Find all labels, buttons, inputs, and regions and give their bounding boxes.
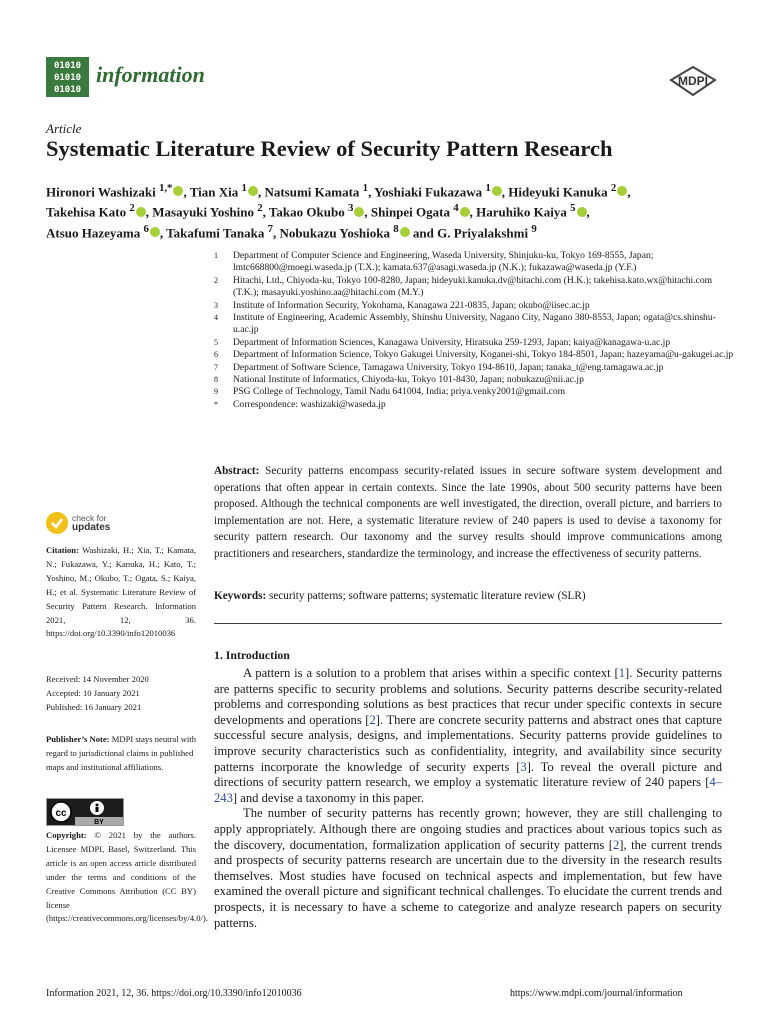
orcid-icon[interactable] [460, 207, 470, 217]
citation-block [46, 544, 196, 641]
check-line-1: check for [72, 513, 107, 523]
affiliation-number: 6 [214, 350, 218, 360]
orcid-icon[interactable] [354, 207, 364, 217]
author-list [46, 180, 736, 241]
accepted-date: Accepted: 10 January 2021 [46, 687, 140, 698]
section-divider [214, 623, 722, 624]
citation-link[interactable]: 1 [618, 666, 625, 680]
orcid-icon[interactable] [400, 227, 410, 237]
affiliation-text: Correspondence: washizaki@waseda.jp [233, 398, 386, 410]
affiliation-item [214, 362, 734, 374]
publisher-note-text: MDPI stays neutral with regard to jurisdictional claims in published maps and institutional affiliations. [46, 734, 196, 772]
orcid-icon[interactable] [136, 207, 146, 217]
affiliation-item [214, 300, 734, 312]
affiliation-item [214, 349, 734, 361]
keywords-label: Keywords: [214, 590, 267, 602]
affiliations [214, 250, 734, 411]
citation-link[interactable]: 3 [520, 759, 527, 774]
orcid-icon[interactable] [173, 186, 183, 196]
footer-citation: Information 2021, 12, 36. https://doi.org/10.3390/info12010036 [46, 988, 302, 999]
affiliation-text: Department of Computer Science and Engineering, Waseda University, Shinjuku-ku, Tokyo 169-8555, Japan; lmtc668800@moegi.waseda.jp (T.X.); kamata.637@asagi.waseda.jp (N.K.); fukazawa@waseda.jp (Y.F.) [233, 250, 654, 274]
orcid-icon[interactable] [492, 186, 502, 196]
affiliation-item [214, 386, 734, 398]
citation-link[interactable]: 4–243 [214, 775, 722, 805]
copyright-text: © 2021 by the authors. Licensee MDPI, Basel, Switzerland. This article is an open access article distributed under the terms and conditions of the Creative Commons Attribution (CC BY) license (https://creativecommons.org/licenses/by/4.0/). [46, 830, 208, 924]
orcid-icon[interactable] [617, 186, 627, 196]
dates-block [46, 673, 196, 715]
affiliation-text: PSG College of Technology, Tamil Nadu 641004, India; priya.venky2001@gmail.com [233, 386, 566, 398]
affiliation-item [214, 250, 734, 275]
affiliation-item [214, 337, 734, 349]
received-date: Received: 14 November 2020 [46, 674, 149, 684]
article-type: Article [46, 121, 82, 136]
keywords-text: security patterns; software patterns; systematic literature review (SLR) [269, 590, 586, 602]
journal-name: information [96, 62, 205, 87]
introduction-body [214, 666, 722, 931]
cc-text: cc [55, 808, 67, 819]
by-text: BY [94, 819, 104, 826]
affiliation-item [214, 275, 734, 300]
check-for-updates-badge[interactable] [46, 512, 186, 538]
affiliation-number: 1 [214, 251, 218, 260]
affiliation-number: 7 [214, 362, 218, 372]
affiliation-text: Institute of Information Security, Yokohama, Kanagawa 221-0835, Japan; okubo@iisec.ac.jp [233, 299, 590, 311]
publisher-note-label: Publisher’s Note: [46, 734, 110, 744]
orcid-icon[interactable] [577, 207, 587, 217]
copyright-label: Copyright: [46, 830, 87, 840]
affiliation-text: Department of Information Sciences, Kanagawa University, Hiratsuka 259-1293, Japan; kaiya@kanagawa-u.ac.jp [233, 336, 671, 348]
affiliation-number: 9 [214, 387, 218, 397]
affiliation-number: 5 [214, 337, 218, 347]
affiliation-number: 3 [214, 300, 218, 310]
logo-bits-3: 01010 [53, 85, 82, 95]
copyright-block [46, 829, 208, 926]
footer-journal-url[interactable]: https://www.mdpi.com/journal/information [510, 988, 683, 999]
citation-text: Washizaki, H.; Xia, T.; Kamata, N.; Fukazawa, Y.; Kanuka, H.; Kato, T.; Yoshino, M.; Okubo, T.; Ogata, S.; Kaiya, H.; et al. Systematic Literature Review of Security Pattern Research. Information 2021, 12, 36. https://doi.org/10.3390/info12010036 [46, 545, 196, 639]
publisher-note [46, 733, 196, 775]
citation-link[interactable]: 2 [612, 837, 620, 852]
affiliation-item [214, 374, 734, 386]
paragraph: A pattern is a solution to a problem that arises within a specific context [1]. Security patterns are patterns specific to security problems and solutions. Security patterns describe security-related problems and corresponding solutions as best practices that recur under specific contexts in secure developments and operations [2]. There are concrete security patterns and abstract ones that capture successful secure analysis, designs, and implementations. Security patterns provide guidelines to improve security characteristics such as confidentiality, integrity, and availability since security patterns incorporate the knowledge of security experts [3]. To reveal the overall picture and directions of security pattern research, we employ a systematic literature review of 240 papers [4–243] and devise a taxonomy in this paper. [214, 666, 723, 805]
logo-bits-2: 01010 [53, 73, 82, 83]
abstract-label: Abstract: [214, 465, 260, 477]
publisher-name: MDPI [678, 74, 708, 88]
orcid-icon[interactable] [150, 227, 160, 237]
affiliation-item [214, 399, 734, 411]
affiliation-item [214, 312, 734, 337]
affiliation-text: Department of Software Science, Tamagawa University, Tokyo 194-8610, Japan; tanaka_t@eng.tamagawa.ac.jp [233, 361, 664, 373]
author-line: Takehisa Kato $^2$ , Masayuki Yoshino $^2$, Takao Okubo $^3$ , Shinpei Ogata $^4$ , Haruhiko Kaiya $^5$ , [46, 202, 590, 220]
keywords [214, 588, 722, 604]
affiliation-text: Institute of Engineering, Academic Assembly, Shinshu University, Nagano City, Nagano 380-8553, Japan; ogata@cs.shinshu-u.ac.jp [233, 312, 716, 336]
orcid-icon[interactable] [248, 186, 258, 196]
affiliation-text: Hitachi, Ltd., Chiyoda-ku, Tokyo 100-8280, Japan; hideyuki.kanuka.dv@hitachi.com (H.K.); takehisa.kato.wx@hitachi.com (T.K.); masayuki.yoshino.aa@hitachi.com (M.Y.) [233, 274, 713, 299]
abstract-text: Security patterns encompass security-related issues in secure software system development and operations that often appear in certain contexts. Since the late 1990s, about 500 security patterns have been proposed. Although the technical components are well investigated, the direction, overall picture, and barriers to implementation are not. Here, a systematic literature review of 240 papers is used to devise a taxonomy for security pattern research. Our taxonomy and the survey results should improve communications among practitioners and researchers, standardize the terminology, and increase the effectiveness of security patterns. [214, 465, 722, 560]
paper-title: Systematic Literature Review of Security Pattern Research [46, 136, 613, 161]
citation-label: Citation: [46, 545, 79, 555]
check-updates-icon [46, 512, 68, 534]
logo-bits-1: 01010 [53, 61, 82, 71]
mdpi-logo [669, 66, 717, 96]
author-line: Hironori Washizaki $^{1,*}$ , Tian Xia $^1$ , Natsumi Kamata $^1$, Yoshiaki Fukazawa $^1$ , Hideyuki Kanuka $^2$ , [46, 182, 631, 200]
affiliation-number: 4 [214, 313, 218, 323]
journal-logo [46, 57, 89, 97]
abstract [214, 463, 722, 563]
author-line: Atsuo Hazeyama $^6$ , Takafumi Tanaka $^7$, Nobukazu Yoshioka $^8$ and G. Priyalakshmi $^9$ [46, 222, 537, 240]
affiliation-number: 8 [214, 375, 218, 385]
published-date: Published: 16 January 2021 [46, 701, 142, 712]
affiliation-number: * [214, 399, 218, 409]
paragraph: The number of security patterns has recently grown; however, they are still challenging to apply appropriately. Although there are ongoing studies and practices about various topics such as the discovery, documentation, formalization application of security patterns [2], the current trends and prospects of security patterns research are uncertain due to the diversity in the research results themselves. Most studies have focused on technical aspects and implementation, but few have examined the overall picture and significant technical challenges. To elucidate the current trends and prospects, it is necessary to have a scheme to categorize and analyze research papers on security patterns. [214, 806, 722, 930]
affiliation-text: Department of Information Science, Tokyo Gakugei University, Koganei-shi, Tokyo 184-8501, Japan; hazeyama@u-gakugei.ac.jp [233, 349, 734, 361]
check-line-2: updates [72, 522, 111, 533]
cc-by-license-icon[interactable] [46, 798, 124, 826]
citation-link[interactable]: 2 [369, 712, 376, 727]
affiliation-number: 2 [214, 275, 218, 285]
affiliation-text: National Institute of Informatics, Chiyoda-ku, Tokyo 101-8430, Japan; nobukazu@nii.ac.jp [233, 374, 584, 386]
section-heading: 1. Introduction [214, 648, 290, 662]
